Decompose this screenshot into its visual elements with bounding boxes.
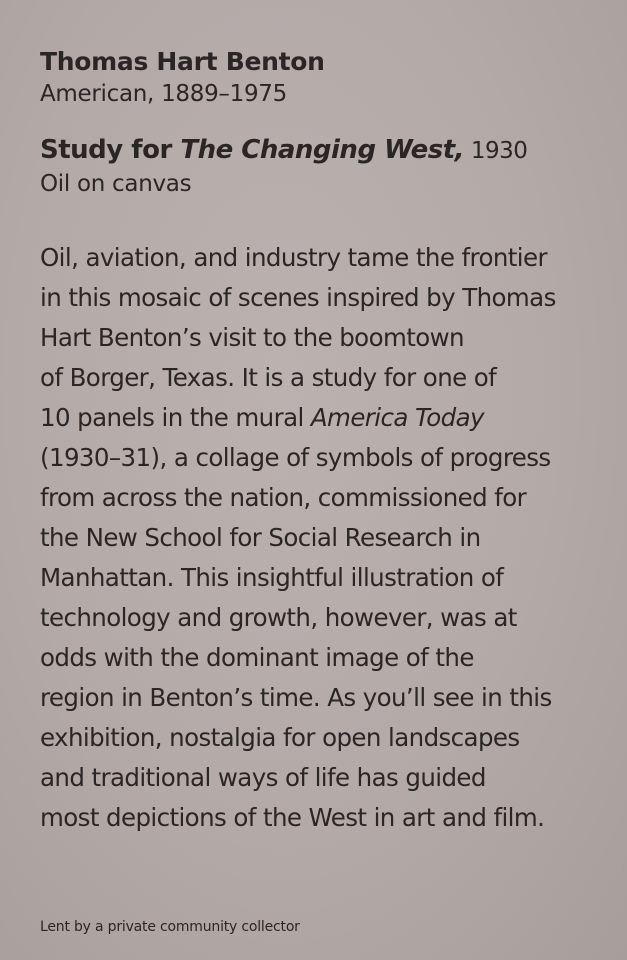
description-line: exhibition, nostalgia for open landscapes — [40, 723, 520, 752]
artwork-title — [40, 133, 527, 168]
description-line: region in Benton’s time. As you’ll see in this — [40, 683, 552, 712]
description-line: Manhattan. This insightful illustration of — [40, 563, 504, 592]
artwork-year: 1930 — [464, 138, 528, 164]
description-line: the New School for Social Research in — [40, 523, 481, 552]
description-line: and traditional ways of life has guided — [40, 763, 486, 792]
description-line: Oil, aviation, and industry tame the frontier — [40, 243, 547, 272]
mural-title-italic: America Today — [310, 403, 484, 432]
credit-line: Lent by a private community collector — [40, 919, 300, 935]
artist-nationality-dates: American, 1889–1975 — [40, 81, 287, 107]
description-line: odds with the dominant image of the — [40, 643, 474, 672]
artist-block — [40, 46, 325, 110]
artwork-title-prefix: Study for — [40, 135, 181, 165]
description-line: technology and growth, however, was at — [40, 603, 517, 632]
description-line: Hart Benton’s visit to the boomtown — [40, 323, 464, 352]
description-line: from across the nation, commissioned for — [40, 483, 527, 512]
description-paragraph — [40, 238, 600, 838]
artwork-block — [40, 133, 527, 200]
description-line: in this mosaic of scenes inspired by Thomas — [40, 283, 556, 312]
artist-name: Thomas Hart Benton — [40, 47, 325, 76]
description-text: 10 panels in the mural — [40, 403, 311, 432]
description-line: of Borger, Texas. It is a study for one of — [40, 363, 497, 392]
description-line: (1930–31), a collage of symbols of progress — [40, 443, 551, 472]
description-line — [40, 398, 600, 438]
description-line: most depictions of the West in art and film. — [40, 803, 545, 832]
artwork-medium: Oil on canvas — [40, 171, 192, 197]
artwork-title-italic: The Changing West, — [180, 135, 465, 165]
